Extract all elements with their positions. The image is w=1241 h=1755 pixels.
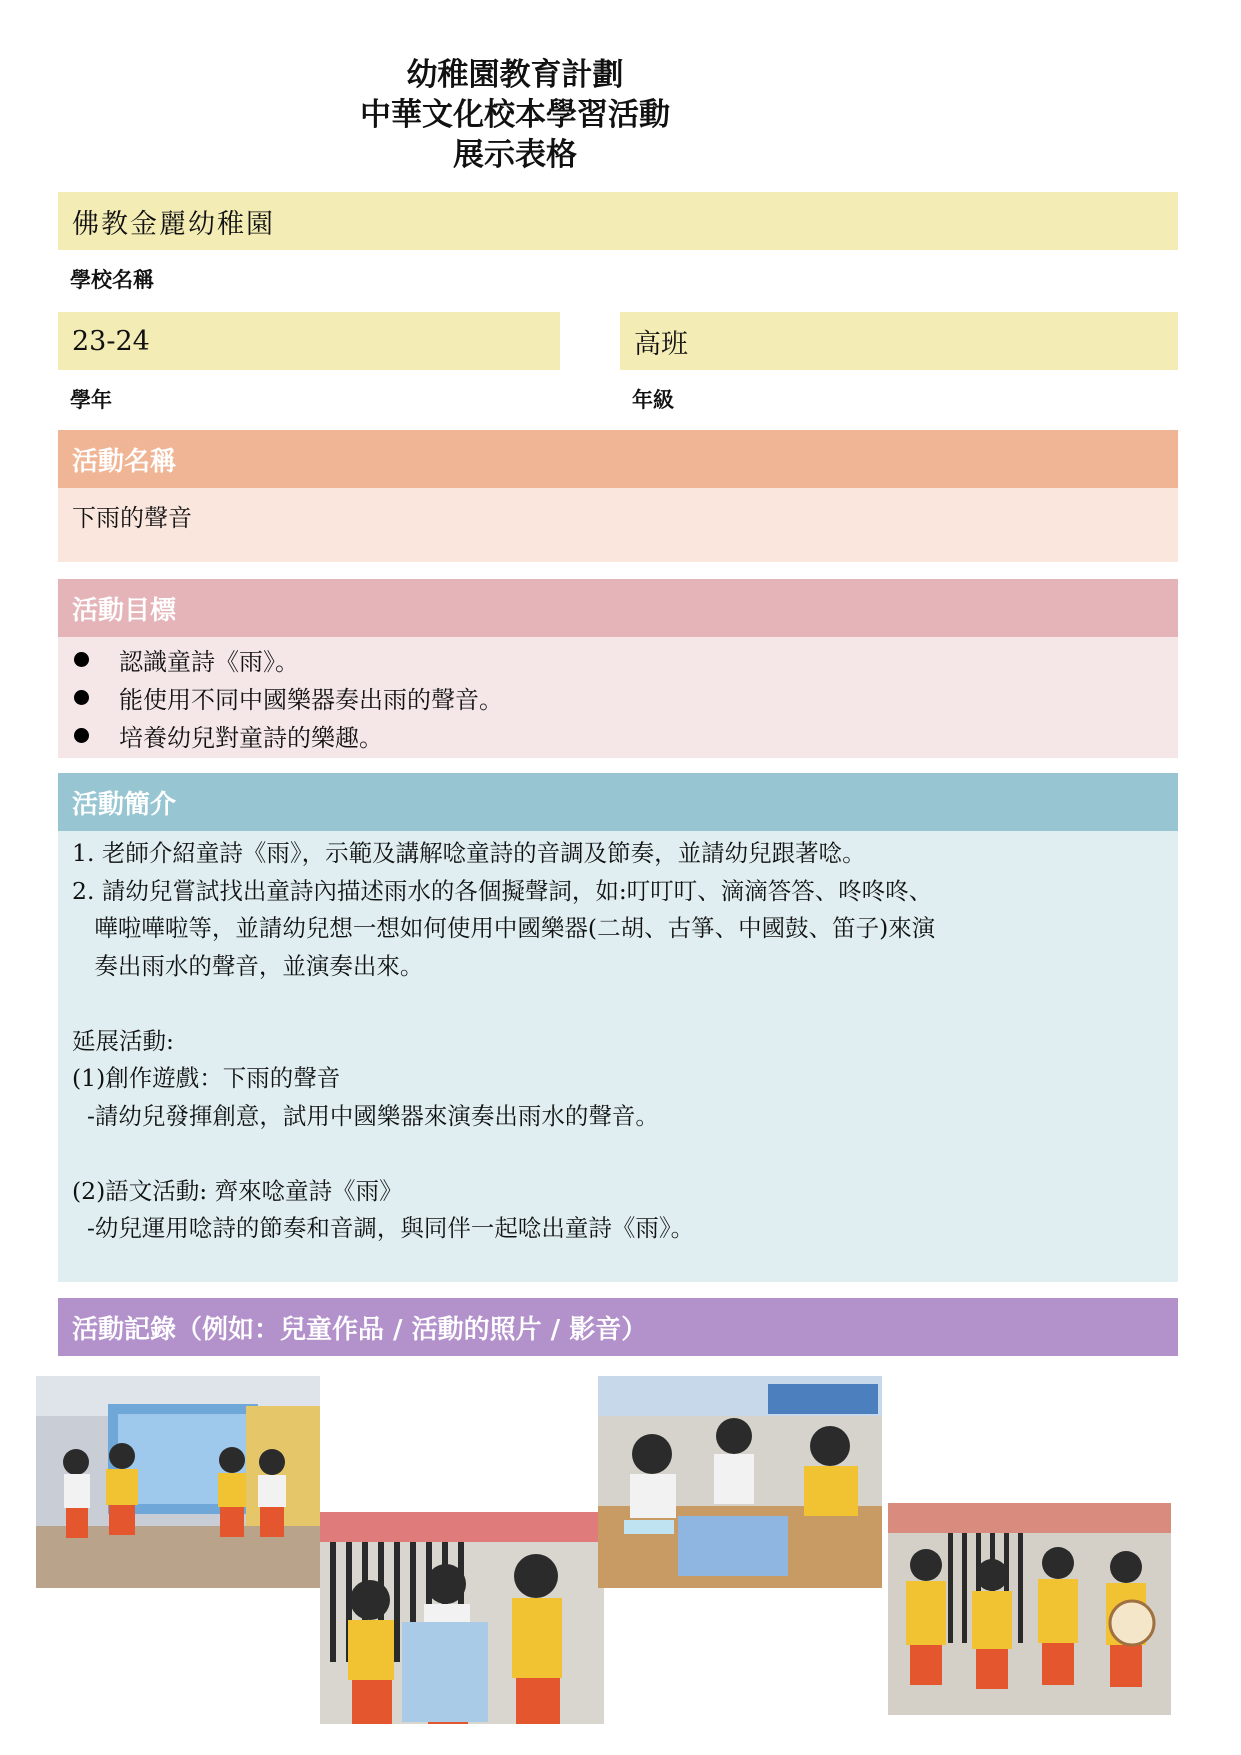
intro-line: (2)語文活動: 齊來唸童詩《雨》: [72, 1176, 403, 1205]
record-header: 活動記錄（例如：兒童作品 / 活動的照片 / 影音）: [58, 1298, 1178, 1356]
activity-photo-2: [320, 1512, 604, 1724]
list-item: 認識童詩《雨》。: [72, 640, 1164, 678]
bullet-icon: [74, 690, 89, 705]
intro-line: 奏出雨水的聲音，並演奏出來。: [72, 951, 424, 980]
intro-line: [72, 985, 1164, 1023]
title-line-2: 中華文化校本學習活動: [360, 97, 670, 133]
objectives-list: [72, 640, 1164, 754]
intro-line: -請幼兒發揮創意，試用中國樂器來演奏出雨水的聲音。: [72, 1101, 659, 1130]
activity-photo-1: [36, 1376, 320, 1588]
objectives-header: 活動目標: [58, 579, 1178, 637]
bullet-icon: [74, 728, 89, 743]
bullet-icon: [74, 652, 89, 667]
grade-field: 高班: [620, 312, 1178, 370]
list-item: 能使用不同中國樂器奏出雨的聲音。: [72, 678, 1164, 716]
intro-body: [58, 831, 1178, 1282]
school-year-label: 學年: [70, 388, 112, 412]
intro-line: [72, 1135, 1164, 1173]
intro-line: 1. 老師介紹童詩《雨》，示範及講解唸童詩的音調及節奏，並請幼兒跟著唸。: [72, 839, 866, 867]
grade-label: 年級: [632, 388, 674, 412]
title-line-3: 展示表格: [453, 137, 577, 173]
intro-line: 延展活動:: [72, 1026, 174, 1055]
intro-header: 活動簡介: [58, 773, 1178, 831]
intro-line: 嘩啦嘩啦等，並請幼兒想一想如何使用中國樂器(二胡、古箏、中國鼓、笛子)來演: [72, 914, 936, 942]
school-name-field: 佛教金麗幼稚園: [58, 192, 1178, 250]
list-item: 培養幼兒對童詩的樂趣。: [72, 716, 1164, 754]
title-line-1: 幼稚園教育計劃: [406, 57, 624, 93]
activity-photo-3: [598, 1376, 882, 1588]
page-title: [0, 55, 1030, 175]
intro-line: 2. 請幼兒嘗試找出童詩內描述雨水的各個擬聲詞，如:叮叮叮、滴滴答答、咚咚咚、: [72, 876, 933, 905]
school-name-label: 學校名稱: [70, 268, 154, 292]
intro-line: -幼兒運用唸詩的節奏和音調，與同伴一起唸出童詩《雨》。: [72, 1214, 695, 1242]
activity-name-header: 活動名稱: [58, 430, 1178, 488]
objectives-body: [58, 637, 1178, 758]
intro-line: (1)創作遊戲：下雨的聲音: [72, 1064, 341, 1092]
activity-photo-4: [888, 1503, 1171, 1715]
activity-name-value: 下雨的聲音: [58, 488, 1178, 562]
school-year-field: 23-24: [58, 312, 560, 370]
